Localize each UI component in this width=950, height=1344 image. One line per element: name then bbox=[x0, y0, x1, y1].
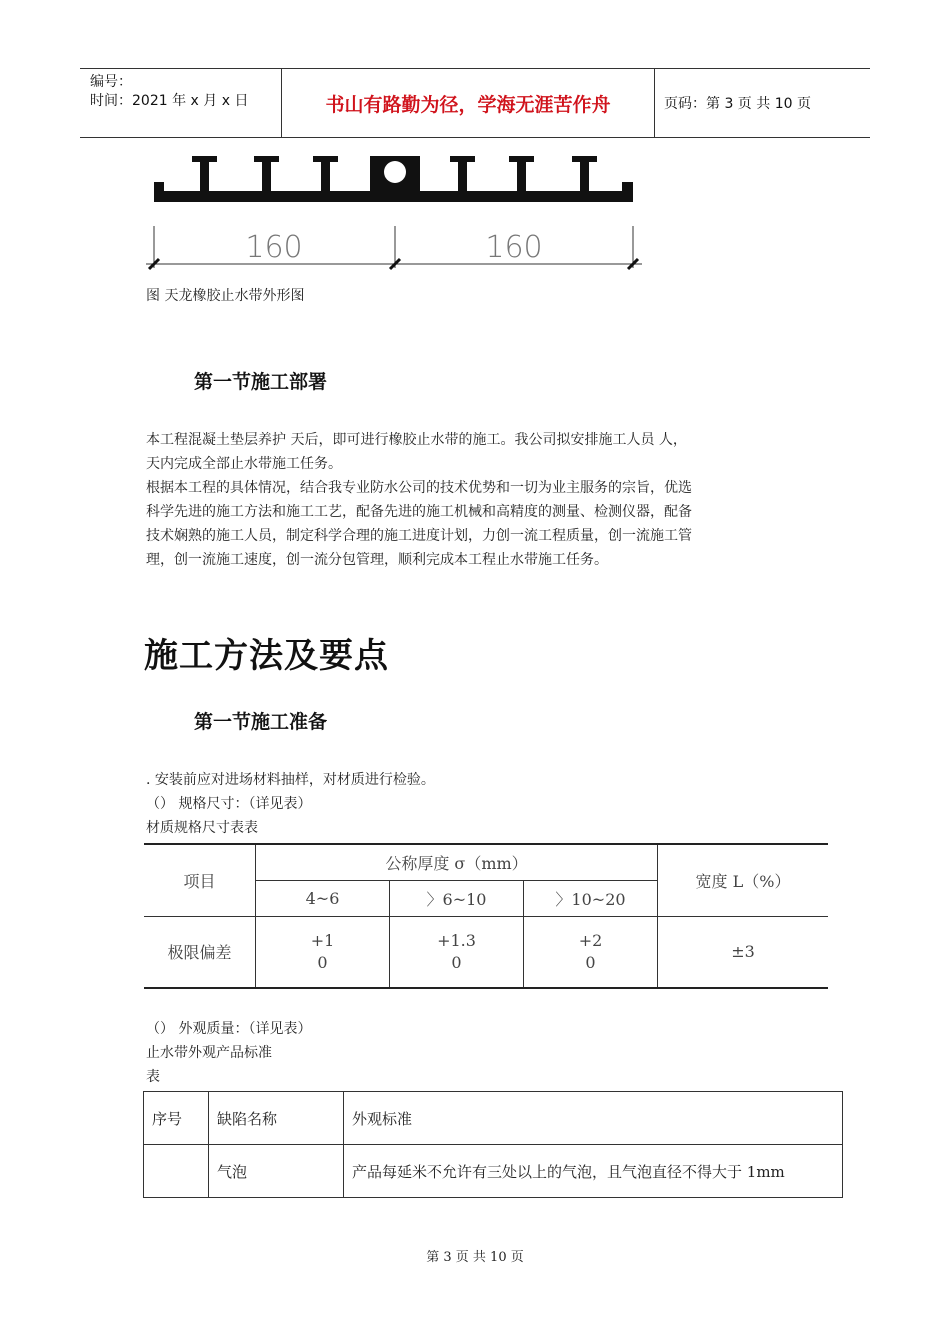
header-meta bbox=[90, 73, 248, 111]
table-header-cell: 序号 bbox=[144, 1092, 209, 1145]
header-divider bbox=[654, 69, 655, 137]
paragraph-line: 本工程混凝土垫层养护 天后，即可进行橡胶止水带的施工。我公司拟安排施工人员 人， bbox=[146, 432, 687, 448]
paragraph-line: 天内完成全部止水带施工任务。 bbox=[146, 456, 342, 472]
paragraph-line: （） 外观质量：（详见表） bbox=[146, 1021, 312, 1037]
cell-upper: +2 bbox=[578, 930, 603, 950]
page-footer: 第 3 页 共 10 页 bbox=[426, 1250, 524, 1265]
header-motto: 书山有路勤为径，学海无涯苦作舟 bbox=[325, 93, 611, 116]
table-cell bbox=[524, 916, 658, 988]
spec-table bbox=[144, 843, 828, 989]
section2-body bbox=[146, 768, 435, 840]
cell-lower: 0 bbox=[317, 952, 328, 972]
table-cell bbox=[144, 1145, 209, 1198]
appearance-standard-table bbox=[143, 1091, 843, 1198]
section-title: 第一节施工准备 bbox=[194, 711, 328, 733]
table1-caption: 材质规格尺寸表表 bbox=[146, 820, 258, 836]
chapter-title: 施工方法及要点 bbox=[144, 636, 389, 676]
paragraph-line: 科学先进的施工方法和施工工艺，配备先进的施工机械和高精度的测量、检测仪器，配备 bbox=[146, 504, 692, 520]
dimension-lines bbox=[146, 226, 642, 268]
table-cell: 气泡 bbox=[209, 1145, 344, 1198]
table-cell: 产品每延米不允许有三处以上的气泡，且气泡直径不得大于 1mm bbox=[344, 1145, 843, 1198]
paragraph-line: . 安装前应对进场材料抽样，对材质进行检验。 bbox=[146, 772, 435, 788]
table2-caption: 止水带外观产品标准 bbox=[146, 1045, 272, 1061]
header-page-info: 页码：第 3 页 共 10 页 bbox=[664, 96, 811, 112]
cell-lower: 0 bbox=[451, 952, 462, 972]
paragraph-line: 理，创一流施工速度，创一流分包管理，顺利完成本工程止水带施工任务。 bbox=[146, 552, 608, 568]
section-title: 第一节施工部署 bbox=[194, 371, 328, 393]
dimension-label-right: 160 bbox=[485, 230, 543, 265]
table2-caption-suffix: 表 bbox=[146, 1069, 160, 1085]
table-subheader-cell: 4~6 bbox=[256, 880, 390, 916]
table-subheader-cell: 〉6~10 bbox=[390, 880, 524, 916]
page-header bbox=[80, 68, 870, 138]
table-header-cell: 宽度 L（%） bbox=[658, 844, 829, 916]
table-header-cell: 公称厚度 σ（mm） bbox=[256, 844, 658, 880]
cell-upper: +1.3 bbox=[437, 930, 476, 950]
table-header-cell: 缺陷名称 bbox=[209, 1092, 344, 1145]
paragraph-line: （） 规格尺寸：（详见表） bbox=[146, 796, 312, 812]
paragraph-line: 技术娴熟的施工人员，制定科学合理的施工进度计划，力创一流工程质量，创一流施工管 bbox=[146, 528, 692, 544]
time-label: 时间：2021 年 x 月 x 日 bbox=[90, 93, 249, 109]
dimension-label-left: 160 bbox=[245, 230, 303, 265]
table-cell bbox=[390, 916, 524, 988]
paragraph-line: 根据本工程的具体情况，结合我专业防水公司的技术优势和一切为业主服务的宗旨，优选 bbox=[146, 480, 692, 496]
table-subheader-cell: 〉10~20 bbox=[524, 880, 658, 916]
center-hole bbox=[384, 161, 406, 183]
table-header-cell: 外观标准 bbox=[344, 1092, 843, 1145]
waterstop-profile-figure bbox=[140, 148, 650, 278]
cell-upper: +1 bbox=[310, 930, 335, 950]
table-cell bbox=[256, 916, 390, 988]
section1-body bbox=[146, 428, 826, 572]
section2-body-lower bbox=[146, 1017, 311, 1089]
figure-caption: 图 天龙橡胶止水带外形图 bbox=[146, 288, 305, 304]
table-row-label: 极限偏差 bbox=[144, 916, 256, 988]
table-header-cell: 项目 bbox=[144, 844, 256, 916]
code-label: 编号： bbox=[90, 74, 132, 90]
table-cell: ±3 bbox=[658, 916, 829, 988]
cell-lower: 0 bbox=[585, 952, 596, 972]
